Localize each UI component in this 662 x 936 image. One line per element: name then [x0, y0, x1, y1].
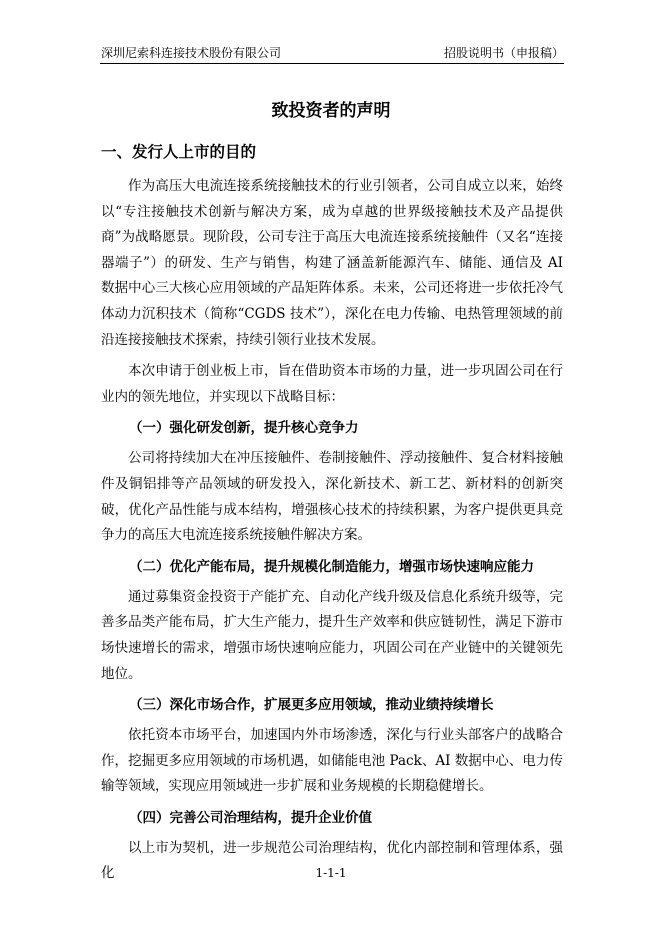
- paragraph-intro: 作为高压大电流连接系统接触技术的行业引领者，公司自成立以来，始终以“专注接触技术创新与解决方案，成为卓越的世界级接触技术及产品提供商”为战略愿景。现阶段，公司专注于高压大电流连接系统接触件（又名“连接器端子”）的研发、生产与销售，构建了涵盖新能源汽车、储能、通信及 AI 数据中心三大核心应用领域的产品矩阵体系。未来，公司还将进一步依托冷气体动力沉积技术（简称“CGDS 技术”），深化在电力传输、电热管理领域的前沿连接接触技术探索，持续引领行业技术发展。: [101, 178, 563, 348]
- subheading-rnd: （一）强化研发创新，提升核心竞争力: [129, 420, 359, 437]
- header-divider: [100, 63, 564, 64]
- subheading-capacity: （二）优化产能布局，提升规模化制造能力，增强市场快速响应能力: [129, 558, 534, 575]
- header-doc-type: 招股说明书（申报稿）: [443, 46, 564, 60]
- paragraph-capacity: 通过募集资金投资于产能扩充、自动化产线升级及信息化系统升级等，完善多品类产能布局，扩大生产能力，提升生产效率和供应链韧性，满足下游市场快速增长的需求，增强市场快速响应能力，巩固公司在产业链中的关键领先地位。: [101, 588, 563, 682]
- page-number: 1-1-1: [315, 866, 347, 880]
- subheading-governance: （四）完善公司治理结构，提升企业价值: [129, 809, 372, 826]
- paragraph-goals: 本次申请于创业板上市，旨在借助资本市场的力量，进一步巩固公司在行业内的领先地位，并实现以下战略目标：: [101, 363, 563, 405]
- paragraph-governance: 以上市为契机，进一步规范公司治理结构，优化内部控制和管理体系，强化: [101, 839, 563, 882]
- document-body: [101, 140, 563, 893]
- section-heading: 一、发行人上市的目的: [101, 143, 257, 161]
- header-company: 深圳尼索科连接技术股份有限公司: [101, 46, 282, 60]
- page-title: 致投资者的声明: [271, 101, 391, 121]
- paragraph-market: 依托资本市场平台，加速国内外市场渗透，深化与行业头部客户的战略合作，挖掘更多应用领域的市场机遇，如储能电池 Pack、AI 数据中心、电力传输等领域，实现应用领域进一步扩展和业务规模的长期稳健增长。: [101, 727, 563, 795]
- subheading-market: （三）深化市场合作，扩展更多应用领域，推动业绩持续增长: [129, 697, 494, 714]
- paragraph-rnd: 公司将持续加大在冲压接触件、卷制接触件、浮动接触件、复合材料接触件及铜铝排等产品领域的研发投入，深化新技术、新工艺、新材料的创新突破，优化产品性能与成本结构，增强核心技术的持续积累，为客户提供更具竞争力的高压大电流连接系统接触件解决方案。: [101, 450, 563, 544]
